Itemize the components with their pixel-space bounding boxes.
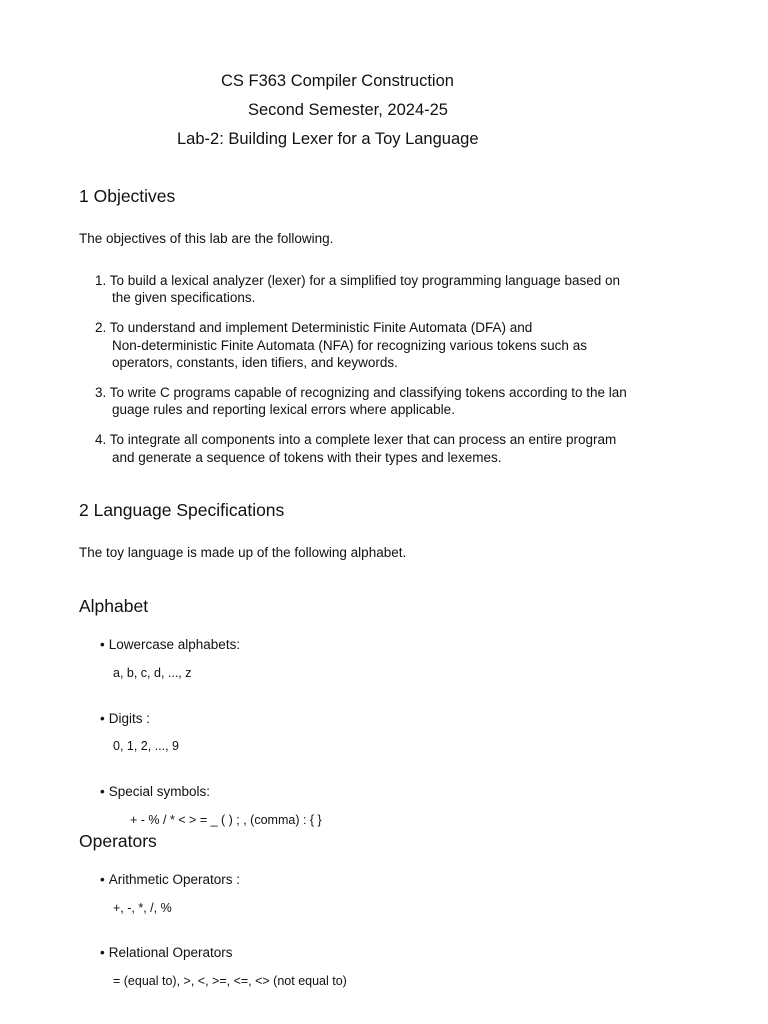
- lab-title: Lab-2: Building Lexer for a Toy Language: [177, 130, 479, 148]
- objective-4-line-2: and generate a sequence of tokens with their types and lexemes.: [112, 450, 502, 465]
- objective-2-line-3: operators, constants, iden tifiers, and keywords.: [112, 355, 398, 370]
- lowercase-value: a, b, c, d, ..., z: [113, 666, 192, 680]
- course-title: CS F363 Compiler Construction: [221, 72, 454, 90]
- objective-1-line-2: the given specifications.: [112, 290, 256, 305]
- arithmetic-value: +, -, *, /, %: [113, 901, 172, 915]
- relational-value: = (equal to), >, <, >=, <=, <> (not equal to): [113, 974, 347, 988]
- objective-3-line-1: 3. To write C programs capable of recognizing and classifying tokens according to the lan: [95, 385, 627, 400]
- digits-value: 0, 1, 2, ..., 9: [113, 739, 180, 753]
- objectives-intro: The objectives of this lab are the following.: [79, 231, 334, 246]
- section-heading-objectives: 1 Objectives: [79, 186, 176, 206]
- bullet-digits-label: • Digits :: [100, 711, 150, 726]
- language-intro: The toy language is made up of the following alphabet.: [79, 545, 407, 560]
- section-heading-language-specifications: 2 Language Specifications: [79, 500, 285, 520]
- objective-2-line-1: 2. To understand and implement Deterministic Finite Automata (DFA) and: [95, 320, 533, 335]
- bullet-special-symbols-label: • Special symbols:: [100, 784, 210, 799]
- bullet-lowercase-label: • Lowercase alphabets:: [100, 637, 240, 652]
- bullet-relational-label: • Relational Operators: [100, 945, 233, 960]
- objective-1-line-1: 1. To build a lexical analyzer (lexer) for a simplified toy programming language based on: [95, 273, 621, 288]
- semester-line: Second Semester, 2024-25: [248, 101, 448, 119]
- objective-3-line-2: guage rules and reporting lexical errors where applicable.: [112, 402, 455, 417]
- special-symbols-value: + - % / * < > = _ ( ) ; , (comma) : { }: [130, 813, 322, 827]
- bullet-arithmetic-label: • Arithmetic Operators :: [100, 872, 240, 887]
- subheading-operators: Operators: [79, 831, 157, 851]
- objective-2-line-2: Non-deterministic Finite Automata (NFA) for recognizing various tokens such as: [112, 338, 587, 353]
- subheading-alphabet: Alphabet: [79, 596, 149, 616]
- objective-4-line-1: 4. To integrate all components into a complete lexer that can process an entire program: [95, 432, 617, 447]
